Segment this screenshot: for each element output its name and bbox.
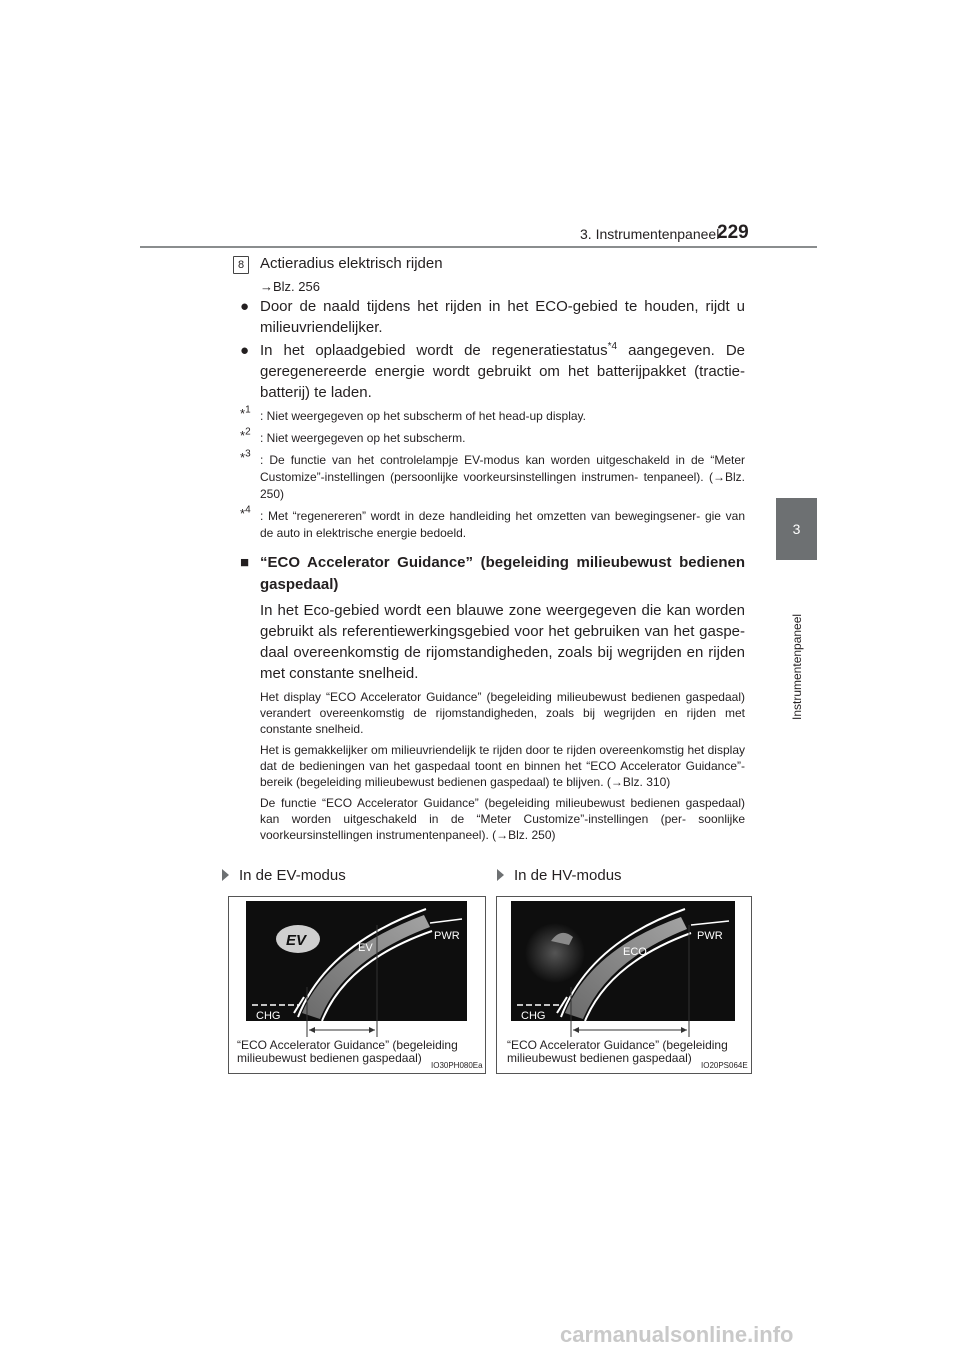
footnote-num: 2 bbox=[245, 426, 251, 438]
bullet-text-cont: aangegeven. De geregenereerde energie wordt gebruikt om het batterijpakket (tractie- batterij) te laden. bbox=[260, 342, 746, 401]
figure-ev-mode bbox=[228, 896, 486, 1074]
watermark: carmanualsonline.info bbox=[560, 1322, 794, 1347]
ev-chg-label: CHG bbox=[256, 1010, 281, 1021]
bullet-item bbox=[240, 296, 745, 338]
bullet-dot: ● bbox=[240, 342, 250, 359]
ev-zone-label: EV bbox=[358, 942, 373, 954]
footnote-text: : Met “regenereren” wordt in deze handleiding het omzetten van bewegingsener- gie van de auto in elektrische energie bedoeld. bbox=[260, 509, 745, 540]
header-rule bbox=[140, 246, 817, 248]
figure-caption-text: In de EV-modus bbox=[239, 867, 346, 884]
section-note: Het is gemakkelijker om milieuvriendelijk te rijden door te rijden overeenkomstig het display dat de bedieningen van het gaspedaal toont en binnen het “ECO Accelerator Guidance”-bereik (begeleiding milieubewust bedienen gaspedaal) te blijven. (→Blz. 310) bbox=[260, 743, 745, 789]
item-number-box: 8 bbox=[233, 256, 249, 274]
footnote-star: * bbox=[240, 506, 246, 521]
ev-guidance-label-line1: “ECO Accelerator Guidance” (begeleiding bbox=[237, 1038, 458, 1052]
item-title: Actieradius elektrisch rijden bbox=[260, 255, 443, 272]
chapter-title: 3. Instrumentenpaneel bbox=[580, 226, 720, 242]
footnote bbox=[240, 426, 745, 447]
footnote-text: : Niet weergegeven op het subscherm. bbox=[260, 431, 466, 445]
hv-figure-code: IO20PS064E bbox=[701, 1061, 748, 1070]
hv-guidance-label bbox=[507, 1039, 728, 1065]
figure-hv-mode bbox=[496, 896, 752, 1074]
ev-guidance-label bbox=[237, 1039, 458, 1065]
hv-guidance-label-line1: “ECO Accelerator Guidance” (begeleiding bbox=[507, 1038, 728, 1052]
ev-badge-label: EV bbox=[286, 932, 307, 949]
hv-range-arrowhead-left bbox=[573, 1027, 579, 1033]
figure-caption-hv bbox=[497, 867, 622, 884]
bullet-item bbox=[240, 340, 745, 403]
section-note: De functie “ECO Accelerator Guidance” (begeleiding milieubewust bedienen gaspedaal) kan worden uitgeschakeld in de “Meter Customize”-instellingen (per- soonlijke voorkeursinstellingen instrumentenpaneel). (→Blz. 250) bbox=[260, 796, 745, 842]
caption-arrow-icon bbox=[497, 869, 504, 881]
hv-zone-label: ECO bbox=[623, 946, 647, 958]
section-note: Het display “ECO Accelerator Guidance” (begeleiding milieubewust bedienen gaspedaal) verandert overeenkomstig de rijomstandigheden, zoals bij wegrijden en rijden met constante snelheid. bbox=[260, 690, 745, 736]
section-paragraph: In het Eco-gebied wordt een blauwe zone weergegeven die kan worden gebruikt als referentiewerkingsgebied voor het gebruiken van het gaspe- daal overeenkomstig de rijomstandigheden, zoals bij wegrijden en rijden met constante snelheid. bbox=[260, 602, 745, 682]
footnote-num: 1 bbox=[245, 404, 251, 416]
ev-range-arrowhead-left bbox=[309, 1027, 315, 1033]
item-8 bbox=[237, 253, 745, 275]
footnote-text: : Niet weergegeven op het subscherm of het head-up display. bbox=[260, 409, 586, 423]
section-title bbox=[240, 552, 745, 596]
section-title-text: “ECO Accelerator Guidance” (begeleiding milieubewust bedienen gaspedaal) bbox=[260, 554, 745, 593]
bullet-dot: ● bbox=[240, 298, 250, 315]
hv-guidance-label-line2: milieubewust bedienen gaspedaal) bbox=[507, 1051, 692, 1065]
footnote-num: 3 bbox=[245, 448, 251, 460]
footnote-star: * bbox=[240, 450, 246, 465]
bullet-text: Door de naald tijdens het rijden in het ECO-gebied te houden, rijdt u milieuvriendelijker. bbox=[260, 298, 745, 336]
section-marker: ■ bbox=[240, 554, 250, 571]
ev-pwr-label: PWR bbox=[434, 930, 460, 942]
figure-caption-ev bbox=[222, 867, 346, 884]
page-number: 229 bbox=[717, 222, 749, 243]
chapter-tab: 3 bbox=[776, 498, 817, 560]
caption-arrow-icon bbox=[222, 869, 229, 881]
bullet-text: In het oplaadgebied wordt de regeneratiestatus bbox=[260, 342, 608, 359]
footnote-star: * bbox=[240, 428, 246, 443]
hv-range-arrowhead-right bbox=[681, 1027, 687, 1033]
chapter-side-label-text: Instrumentenpaneel bbox=[790, 613, 804, 720]
footnote-ref: *4 bbox=[607, 341, 618, 352]
item-reference: →Blz. 256 bbox=[260, 279, 320, 294]
figure-caption-text: In de HV-modus bbox=[514, 867, 622, 884]
footnote-num: 4 bbox=[245, 504, 251, 516]
ev-figure-code: IO30PH080Ea bbox=[431, 1061, 483, 1070]
footnote bbox=[240, 404, 745, 425]
ev-range-arrowhead-right bbox=[369, 1027, 375, 1033]
footnote-star: * bbox=[240, 406, 246, 421]
footnote-text: : De functie van het controlelampje EV-modus kan worden uitgeschakeld in de “Meter Customize”-instellingen (persoonlijke voorkeursinstellingen instrumen- tenpaneel). (→Blz. 250) bbox=[260, 453, 745, 501]
hv-chg-label: CHG bbox=[521, 1010, 546, 1021]
footnote bbox=[240, 504, 745, 542]
footnote bbox=[240, 448, 745, 503]
main-content bbox=[237, 253, 746, 843]
ev-guidance-label-line2: milieubewust bedienen gaspedaal) bbox=[237, 1051, 422, 1065]
hv-pwr-label: PWR bbox=[697, 930, 723, 942]
chapter-side-label bbox=[788, 600, 804, 720]
